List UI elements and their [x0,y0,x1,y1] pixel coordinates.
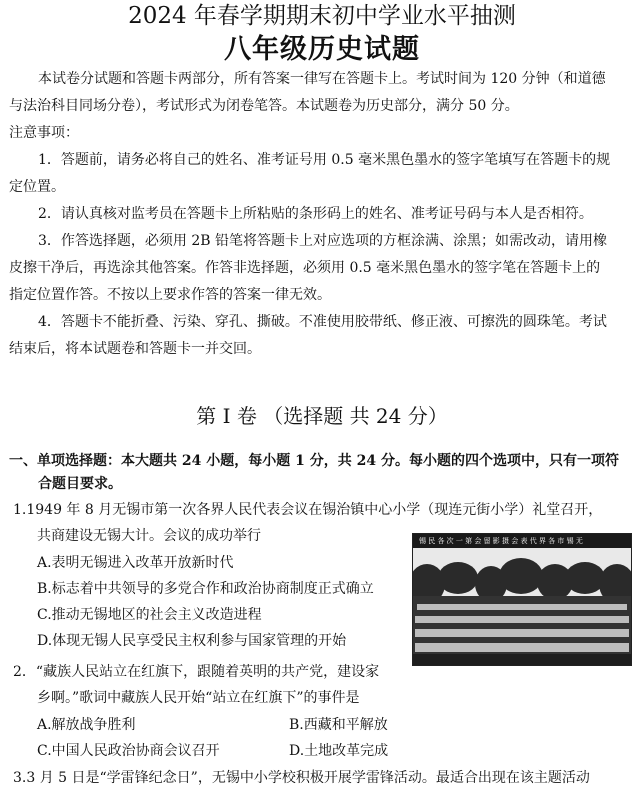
q1-option-d: D.体现无锡人民享受民主权利参与国家管理的开始 [37,633,347,649]
section-instruction: 一、单项选择题：本大题共 24 小题，每小题 1 分，共 24 分。每小题的四个选项中，只有一项符 [9,453,619,469]
q1-option-b: B.标志着中共领导的多党合作和政治协商制度正式确立 [37,581,374,597]
photo-caption: 锡 民 各 次 一 第 会 留 影 摄 会 表 代 界 各 市 锡 无 [419,537,583,545]
intro-line-1: 本试卷分试题和答题卡两部分，所有答案一律写在答题卡上。考试时间为 120 分钟（和道德 [38,71,606,87]
notice-line: 2．请认真核对监考员在答题卡上所粘贴的条形码上的姓名、准考证号码与本人是否相符。 [38,206,593,222]
q2-option-b: B.西藏和平解放 [289,717,388,733]
section-instruction-cont: 合题目要求。 [38,476,122,492]
notice-line: 指定位置作答。不按以上要求作答的答案一律无效。 [9,287,331,303]
q2-option-d: D.土地改革完成 [289,743,389,759]
q1-stem: 1.1949 年 8 月无锡市第一次各界人民代表会议在锡治镇中心小学（现连元街小学）礼堂召开， [13,502,603,518]
q2-stem: 2．“藏族人民站立在红旗下，跟随着英明的共产党，建设家 [13,664,380,680]
notice-line: 3．作答选择题，必须用 2B 铅笔将答题卡上对应选项的方框涂满、涂黑；如需改动，请用橡 [38,233,608,249]
intro-line-2: 与法治科目同场分卷），考试形式为闭卷笔答。本试题卷为历史部分，满分 50 分。 [9,98,519,114]
notice-line: 结束后，将本试题卷和答题卡一并交回。 [9,341,261,357]
exam-title: 2024 年春学期期末初中学业水平抽测 [128,3,516,29]
q2-stem-cont: 乡啊。”歌词中藏族人民开始“站立在红旗下”的事件是 [37,690,360,706]
notice-line: 皮擦干净后，再选涂其他答案。作答非选择题，必须用 0.5 毫米黑色墨水的签字笔在答题卡上的 [9,260,601,276]
q2-option-a: A.解放战争胜利 [37,717,136,733]
q1-option-a: A.表明无锡进入改革开放新时代 [37,555,234,571]
q2-option-c: C.中国人民政治协商会议召开 [37,743,220,759]
notice-line: 1．答题前，请务必将自己的姓名、准考证号用 0.5 毫米黑色墨水的签字笔填写在答题卡的规 [38,152,611,168]
meeting-photo [412,533,632,666]
notice-line: 4．答题卡不能折叠、污染、穿孔、撕破。不准使用胶带纸、修正液、可擦洗的圆珠笔。考试 [38,314,607,330]
q1-stem-cont: 共商建设无锡大计。会议的成功举行 [37,528,261,544]
group-photo-image [413,534,631,665]
section-title: 第 Ⅰ 卷 （选择题 共 24 分） [196,404,448,428]
notice-heading: 注意事项： [9,125,79,141]
q1-option-c: C.推动无锡地区的社会主义改造进程 [37,607,262,623]
subject-title: 八年级历史试题 [224,34,420,65]
notice-line: 定位置。 [9,179,65,195]
q3-stem: 3.3 月 5 日是“学雷锋纪念日”，无锡中小学校积极开展学雷锋活动。最适合出现在该主题活动 [13,770,590,786]
